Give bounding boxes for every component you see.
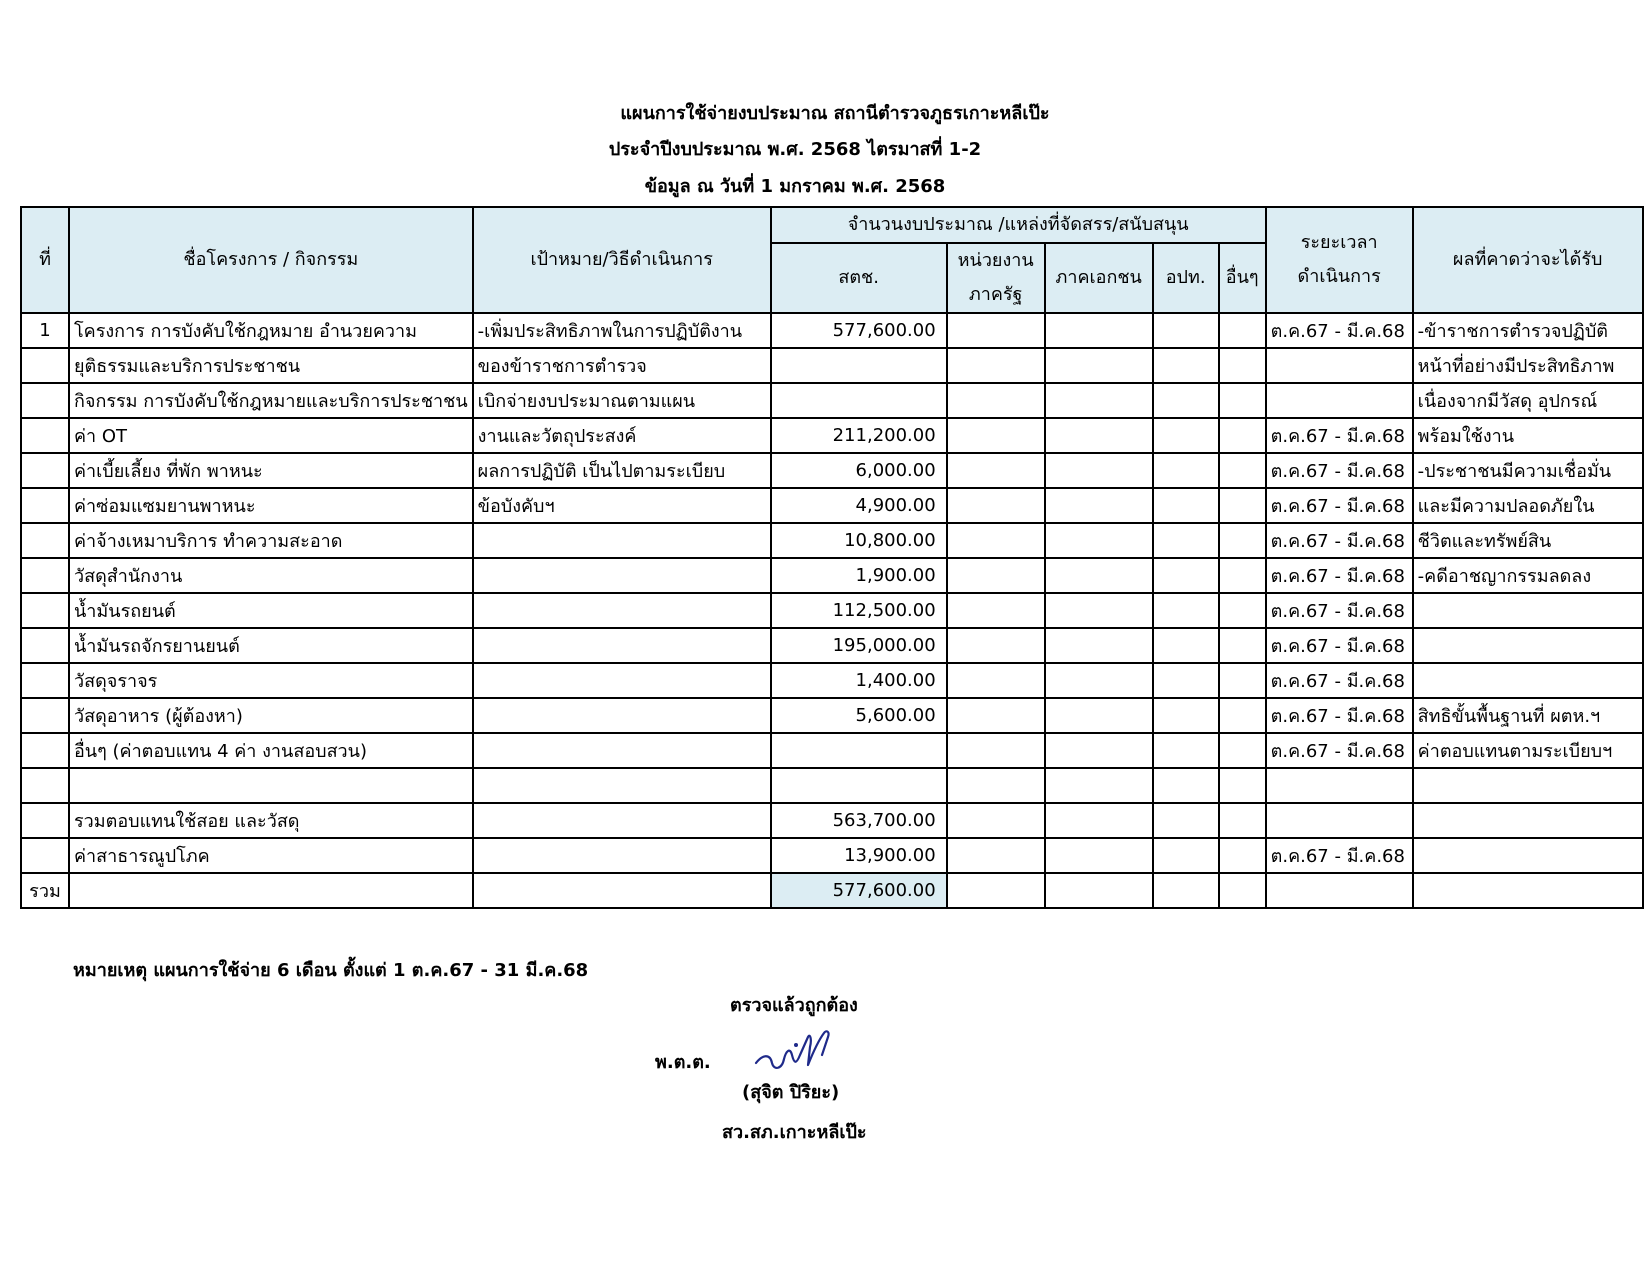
row-local bbox=[1153, 523, 1219, 558]
row-no bbox=[21, 628, 69, 663]
total-sotch: 577,600.00 bbox=[771, 873, 947, 908]
row-local bbox=[1153, 698, 1219, 733]
row-result: พร้อมใช้งาน bbox=[1413, 418, 1643, 453]
row-sotch: 4,900.00 bbox=[771, 488, 947, 523]
handwritten-signature bbox=[752, 1025, 842, 1077]
row-private bbox=[1045, 488, 1153, 523]
row-period: ต.ค.67 - มี.ค.68 bbox=[1266, 453, 1413, 488]
row-period: ต.ค.67 - มี.ค.68 bbox=[1266, 418, 1413, 453]
row-other bbox=[1219, 698, 1266, 733]
row-no bbox=[21, 523, 69, 558]
row-period: ต.ค.67 - มี.ค.68 bbox=[1266, 488, 1413, 523]
table-row bbox=[21, 558, 1643, 593]
row-gov bbox=[947, 383, 1045, 418]
row-period: ต.ค.67 - มี.ค.68 bbox=[1266, 663, 1413, 698]
row-sotch bbox=[771, 733, 947, 768]
row-goal bbox=[473, 628, 771, 663]
row-private bbox=[1045, 418, 1153, 453]
row-local bbox=[1153, 838, 1219, 873]
row-no bbox=[21, 593, 69, 628]
col-header-no: ที่ bbox=[21, 207, 69, 313]
row-no bbox=[21, 838, 69, 873]
row-goal bbox=[473, 663, 771, 698]
row-goal: -เพิ่มประสิทธิภาพในการปฏิบัติงาน bbox=[473, 313, 771, 348]
row-other bbox=[1219, 383, 1266, 418]
data-as-of-date: ข้อมูล ณ วันที่ 1 มกราคม พ.ศ. 2568 bbox=[644, 176, 946, 197]
row-result: -ประชาชนมีความเชื่อมั่น bbox=[1413, 453, 1643, 488]
row-other bbox=[1219, 418, 1266, 453]
row-project: โครงการ การบังคับใช้กฎหมาย อำนวยความ bbox=[69, 313, 473, 348]
row-other bbox=[1219, 768, 1266, 803]
row-other bbox=[1219, 453, 1266, 488]
row-goal bbox=[473, 558, 771, 593]
row-goal: ผลการปฏิบัติ เป็นไปตามระเบียบ bbox=[473, 453, 771, 488]
row-period: ต.ค.67 - มี.ค.68 bbox=[1266, 593, 1413, 628]
document-title: แผนการใช้จ่ายงบประมาณ สถานีตำรวจภูธรเกาะหลีเป๊ะ bbox=[620, 103, 1050, 124]
row-project bbox=[69, 768, 473, 803]
row-gov bbox=[947, 838, 1045, 873]
gov-header-line1: หน่วยงาน bbox=[957, 250, 1034, 271]
remark-note: หมายเหตุ แผนการใช้จ่าย 6 เดือน ตั้งแต่ 1 ต.ค.67 - 31 มี.ค.68 bbox=[73, 960, 589, 981]
row-no bbox=[21, 768, 69, 803]
row-result: ค่าตอบแทนตามระเบียบฯ bbox=[1413, 733, 1643, 768]
row-goal bbox=[473, 523, 771, 558]
row-result: เนื่องจากมีวัสดุ อุปกรณ์ bbox=[1413, 383, 1643, 418]
verified-label: ตรวจแล้วถูกต้อง bbox=[730, 995, 858, 1016]
row-sotch bbox=[771, 383, 947, 418]
row-other bbox=[1219, 348, 1266, 383]
row-gov bbox=[947, 768, 1045, 803]
cell-empty bbox=[1153, 873, 1219, 908]
row-sotch: 112,500.00 bbox=[771, 593, 947, 628]
row-local bbox=[1153, 558, 1219, 593]
row-local bbox=[1153, 733, 1219, 768]
col-header-project: ชื่อโครงการ / กิจกรรม bbox=[69, 207, 473, 313]
table-row bbox=[21, 383, 1643, 418]
row-goal bbox=[473, 768, 771, 803]
row-goal: ของข้าราชการตำรวจ bbox=[473, 348, 771, 383]
row-goal bbox=[473, 733, 771, 768]
table-row bbox=[21, 418, 1643, 453]
table-row bbox=[21, 663, 1643, 698]
cell-empty bbox=[1219, 873, 1266, 908]
table-row bbox=[21, 593, 1643, 628]
row-gov bbox=[947, 558, 1045, 593]
row-goal bbox=[473, 838, 771, 873]
row-goal bbox=[473, 698, 771, 733]
row-project: วัสดุสำนักงาน bbox=[69, 558, 473, 593]
row-other bbox=[1219, 628, 1266, 663]
row-period: ต.ค.67 - มี.ค.68 bbox=[1266, 523, 1413, 558]
row-sotch: 563,700.00 bbox=[771, 803, 947, 838]
col-header-other: อื่นๆ bbox=[1219, 243, 1266, 313]
row-period bbox=[1266, 348, 1413, 383]
row-local bbox=[1153, 768, 1219, 803]
row-result bbox=[1413, 803, 1643, 838]
row-period: ต.ค.67 - มี.ค.68 bbox=[1266, 733, 1413, 768]
col-header-goal: เป้าหมาย/วิธีดำเนินการ bbox=[473, 207, 771, 313]
row-other bbox=[1219, 838, 1266, 873]
row-private bbox=[1045, 803, 1153, 838]
row-goal bbox=[473, 593, 771, 628]
row-gov bbox=[947, 488, 1045, 523]
row-goal: งานและวัตถุประสงค์ bbox=[473, 418, 771, 453]
row-gov bbox=[947, 418, 1045, 453]
row-local bbox=[1153, 453, 1219, 488]
row-no bbox=[21, 488, 69, 523]
fiscal-year-subtitle: ประจำปีงบประมาณ พ.ศ. 2568 ไตรมาสที่ 1-2 bbox=[608, 139, 982, 160]
row-result bbox=[1413, 663, 1643, 698]
col-header-private: ภาคเอกชน bbox=[1045, 243, 1153, 313]
row-sotch: 13,900.00 bbox=[771, 838, 947, 873]
cell-empty bbox=[1413, 873, 1643, 908]
row-gov bbox=[947, 313, 1045, 348]
row-period: ต.ค.67 - มี.ค.68 bbox=[1266, 698, 1413, 733]
row-project: วัสดุอาหาร (ผู้ต้องหา) bbox=[69, 698, 473, 733]
row-private bbox=[1045, 593, 1153, 628]
total-label: รวม bbox=[21, 873, 69, 908]
col-header-local: อปท. bbox=[1153, 243, 1219, 313]
row-no bbox=[21, 383, 69, 418]
col-header-result: ผลที่คาดว่าจะได้รับ bbox=[1413, 207, 1643, 313]
row-other bbox=[1219, 558, 1266, 593]
row-no bbox=[21, 453, 69, 488]
row-result: ชีวิตและทรัพย์สิน bbox=[1413, 523, 1643, 558]
row-no: 1 bbox=[21, 313, 69, 348]
row-result bbox=[1413, 628, 1643, 663]
row-no bbox=[21, 803, 69, 838]
row-project: กิจกรรม การบังคับใช้กฎหมายและบริการประชาชน bbox=[69, 383, 473, 418]
row-no bbox=[21, 348, 69, 383]
table-row bbox=[21, 488, 1643, 523]
row-gov bbox=[947, 628, 1045, 663]
total-row bbox=[21, 873, 1643, 908]
cell-empty bbox=[473, 873, 771, 908]
row-sotch: 1,400.00 bbox=[771, 663, 947, 698]
row-gov bbox=[947, 698, 1045, 733]
table-row bbox=[21, 838, 1643, 873]
cell-empty bbox=[947, 873, 1045, 908]
period-header-line1: ระยะเวลา bbox=[1300, 232, 1378, 253]
table-row bbox=[21, 698, 1643, 733]
row-no bbox=[21, 663, 69, 698]
row-result: หน้าที่อย่างมีประสิทธิภาพ bbox=[1413, 348, 1643, 383]
row-local bbox=[1153, 593, 1219, 628]
row-project: ค่าเบี้ยเลี้ยง ที่พัก พาหนะ bbox=[69, 453, 473, 488]
row-private bbox=[1045, 348, 1153, 383]
row-private bbox=[1045, 313, 1153, 348]
row-gov bbox=[947, 348, 1045, 383]
row-sotch: 6,000.00 bbox=[771, 453, 947, 488]
period-header-line2: ดำเนินการ bbox=[1297, 266, 1381, 287]
row-period: ต.ค.67 - มี.ค.68 bbox=[1266, 313, 1413, 348]
row-period: ต.ค.67 - มี.ค.68 bbox=[1266, 628, 1413, 663]
col-header-sotch: สตช. bbox=[771, 243, 947, 313]
row-period bbox=[1266, 768, 1413, 803]
row-gov bbox=[947, 453, 1045, 488]
row-project: วัสดุจราจร bbox=[69, 663, 473, 698]
row-result: สิทธิขั้นพื้นฐานที่ ผตห.ฯ bbox=[1413, 698, 1643, 733]
table-row bbox=[21, 348, 1643, 383]
table-row bbox=[21, 453, 1643, 488]
row-sotch: 1,900.00 bbox=[771, 558, 947, 593]
budget-plan-table bbox=[20, 206, 1644, 909]
gov-header-line2: ภาครัฐ bbox=[968, 284, 1023, 305]
row-gov bbox=[947, 803, 1045, 838]
row-sotch: 211,200.00 bbox=[771, 418, 947, 453]
row-period: ต.ค.67 - มี.ค.68 bbox=[1266, 838, 1413, 873]
row-local bbox=[1153, 628, 1219, 663]
row-result bbox=[1413, 593, 1643, 628]
table-row bbox=[21, 313, 1643, 348]
row-result: และมีความปลอดภัยใน bbox=[1413, 488, 1643, 523]
row-no bbox=[21, 733, 69, 768]
row-project: อื่นๆ (ค่าตอบแทน 4 ค่า งานสอบสวน) bbox=[69, 733, 473, 768]
row-other bbox=[1219, 663, 1266, 698]
row-project: รวมตอบแทนใช้สอย และวัสดุ bbox=[69, 803, 473, 838]
row-sotch bbox=[771, 768, 947, 803]
row-period: ต.ค.67 - มี.ค.68 bbox=[1266, 558, 1413, 593]
row-goal bbox=[473, 803, 771, 838]
row-project: ค่าจ้างเหมาบริการ ทำความสะอาด bbox=[69, 523, 473, 558]
row-project: น้ำมันรถจักรยานยนต์ bbox=[69, 628, 473, 663]
cell-empty bbox=[1266, 873, 1413, 908]
row-other bbox=[1219, 803, 1266, 838]
row-project: น้ำมันรถยนต์ bbox=[69, 593, 473, 628]
row-other bbox=[1219, 313, 1266, 348]
row-goal: ข้อบังคับฯ bbox=[473, 488, 771, 523]
row-project: ค่าสาธารณูปโภค bbox=[69, 838, 473, 873]
table-row bbox=[21, 628, 1643, 663]
row-gov bbox=[947, 663, 1045, 698]
row-sotch bbox=[771, 348, 947, 383]
row-local bbox=[1153, 803, 1219, 838]
cell-empty bbox=[1045, 873, 1153, 908]
col-header-period bbox=[1266, 207, 1413, 313]
table-row bbox=[21, 803, 1643, 838]
row-other bbox=[1219, 488, 1266, 523]
row-no bbox=[21, 698, 69, 733]
row-period bbox=[1266, 803, 1413, 838]
row-sotch: 10,800.00 bbox=[771, 523, 947, 558]
table-row bbox=[21, 523, 1643, 558]
row-private bbox=[1045, 838, 1153, 873]
table-row bbox=[21, 733, 1643, 768]
row-private bbox=[1045, 628, 1153, 663]
row-private bbox=[1045, 698, 1153, 733]
col-header-budget-group: จำนวนงบประมาณ /แหล่งที่จัดสรร/สนับสนุน bbox=[771, 207, 1266, 243]
row-sotch: 195,000.00 bbox=[771, 628, 947, 663]
row-gov bbox=[947, 733, 1045, 768]
row-local bbox=[1153, 418, 1219, 453]
row-private bbox=[1045, 733, 1153, 768]
row-result: -คดีอาชญากรรมลดลง bbox=[1413, 558, 1643, 593]
signer-rank: พ.ต.ต. bbox=[655, 1052, 711, 1073]
row-gov bbox=[947, 523, 1045, 558]
row-private bbox=[1045, 558, 1153, 593]
row-local bbox=[1153, 313, 1219, 348]
row-project: ค่า OT bbox=[69, 418, 473, 453]
row-local bbox=[1153, 663, 1219, 698]
row-sotch: 5,600.00 bbox=[771, 698, 947, 733]
row-period bbox=[1266, 383, 1413, 418]
row-private bbox=[1045, 383, 1153, 418]
row-other bbox=[1219, 593, 1266, 628]
row-result bbox=[1413, 838, 1643, 873]
row-gov bbox=[947, 593, 1045, 628]
row-private bbox=[1045, 663, 1153, 698]
row-project: ค่าซ่อมแซมยานพาหนะ bbox=[69, 488, 473, 523]
row-project: ยุติธรรมและบริการประชาชน bbox=[69, 348, 473, 383]
row-no bbox=[21, 418, 69, 453]
row-other bbox=[1219, 523, 1266, 558]
row-no bbox=[21, 558, 69, 593]
signer-name: (สุจิต ปิริยะ) bbox=[742, 1082, 840, 1103]
row-local bbox=[1153, 488, 1219, 523]
row-local bbox=[1153, 348, 1219, 383]
row-result: -ข้าราชการตำรวจปฏิบัติ bbox=[1413, 313, 1643, 348]
signer-position: สว.สภ.เกาะหลีเป๊ะ bbox=[722, 1122, 867, 1143]
col-header-gov bbox=[947, 243, 1045, 313]
row-goal: เบิกจ่ายงบประมาณตามแผน bbox=[473, 383, 771, 418]
table-row bbox=[21, 768, 1643, 803]
row-private bbox=[1045, 768, 1153, 803]
row-local bbox=[1153, 383, 1219, 418]
cell-empty bbox=[69, 873, 473, 908]
row-sotch: 577,600.00 bbox=[771, 313, 947, 348]
row-private bbox=[1045, 523, 1153, 558]
row-private bbox=[1045, 453, 1153, 488]
row-result bbox=[1413, 768, 1643, 803]
row-other bbox=[1219, 733, 1266, 768]
